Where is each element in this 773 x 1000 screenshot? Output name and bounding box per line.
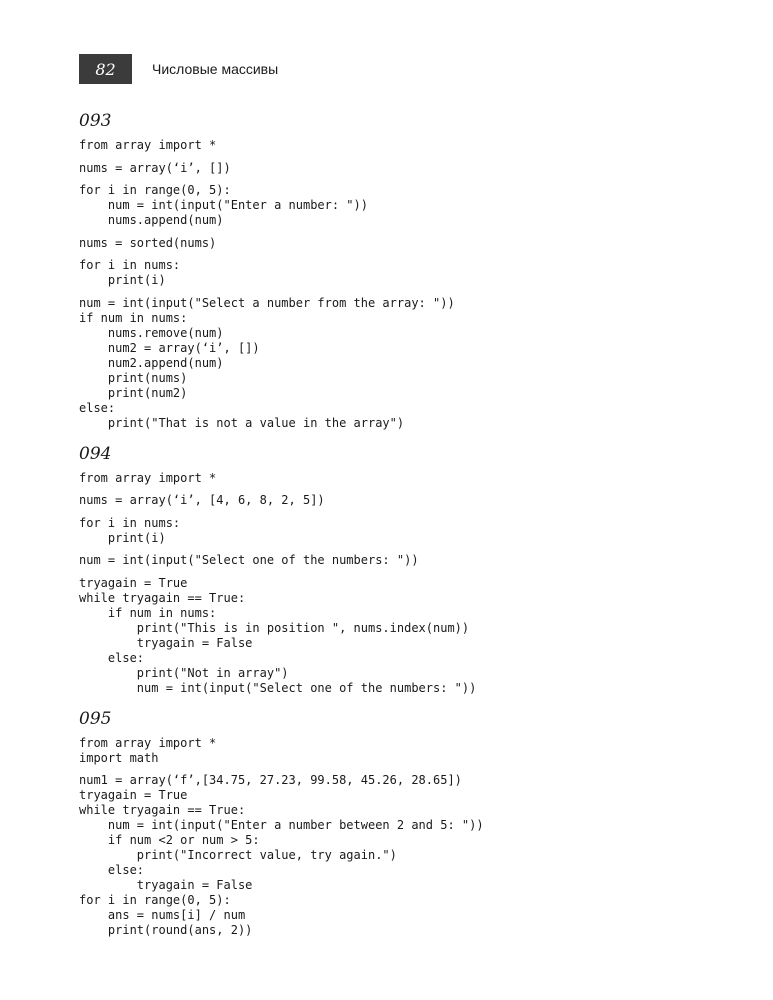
code-block: tryagain = True while tryagain == True: if num in nums: print("This is in position ", nums.index(num)) tryagain = False else: print("Not in array") num = int(input("Select one of the numbers: ")) bbox=[79, 575, 477, 695]
code-block: for i in nums: print(i) bbox=[79, 258, 181, 287]
code-block: from array import * bbox=[79, 138, 217, 152]
chapter-title: Числовые массивы bbox=[152, 61, 279, 77]
page-content bbox=[79, 108, 739, 948]
code-block: nums = array(‘i’, []) bbox=[79, 160, 231, 175]
code-block: nums = array(‘i’, [4, 6, 8, 2, 5]) bbox=[79, 493, 325, 507]
code-block: num = int(input("Select a number from the array: ")) if num in nums: nums.remove(num) num2 = array(‘i’, []) num2.append(num) print(nums) print(num2) else: print("That is not a value in the array") bbox=[79, 295, 455, 430]
exercise-number: 095 bbox=[79, 708, 112, 729]
code-block: from array import * bbox=[79, 470, 217, 485]
code-block: for i in nums: print(i) bbox=[79, 515, 181, 545]
exercise-number: 093 bbox=[79, 111, 112, 131]
exercise-093 bbox=[79, 108, 739, 431]
page-number: 82 bbox=[79, 54, 132, 84]
page-header bbox=[79, 54, 278, 84]
code-block: nums = sorted(nums) bbox=[79, 235, 217, 250]
code-block: num = int(input("Select one of the numbers: ")) bbox=[79, 553, 419, 567]
exercise-number: 094 bbox=[79, 443, 112, 464]
exercise-095 bbox=[79, 706, 739, 939]
code-block: num1 = array(‘f’,[34.75, 27.23, 99.58, 45.26, 28.65]) tryagain = True while tryagain == True: num = int(input("Enter a number between 2 and 5: ")) if num <2 or num > 5: print("Incorrect value, try again.") else: tryagain = False for i in range(0, 5): ans = nums[i] / num print(round(ans, 2)) bbox=[79, 773, 484, 937]
code-block: from array import * import math bbox=[79, 735, 217, 765]
exercise-094 bbox=[79, 441, 739, 696]
code-block: for i in range(0, 5): num = int(input("Enter a number: ")) nums.append(num) bbox=[79, 183, 368, 227]
